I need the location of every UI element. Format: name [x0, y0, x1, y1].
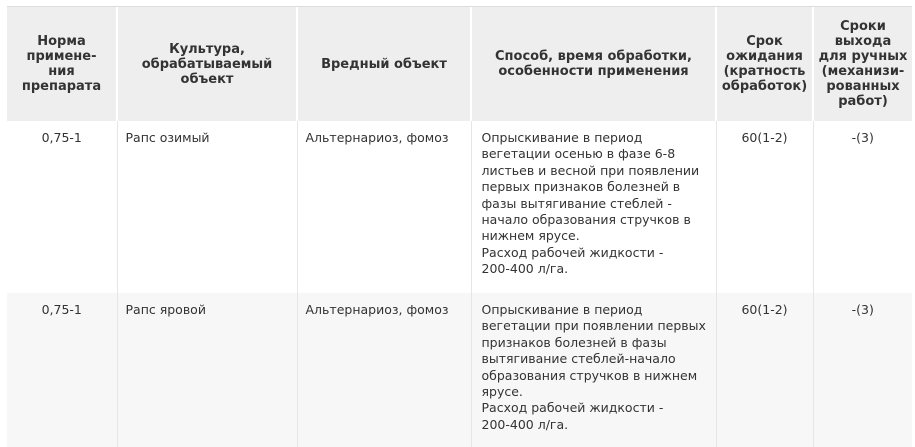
cell-rate: 0,75-1: [7, 293, 117, 447]
table-row: [7, 293, 912, 447]
cell-exit: -(3): [813, 293, 912, 447]
cell-pest: Альтернариоз, фомоз: [297, 121, 471, 293]
header-rate: Норма примене- ния препарата: [7, 7, 117, 121]
cell-method: Опрыскивание в период вегетации при появлении первых признаков болезней в фазы вытягивание стеблей-начало образования стручков в нижнем ярусе. Расход рабочей жидкости - 200-400 л/га.: [471, 293, 716, 447]
cell-culture: Рапс озимый: [117, 121, 297, 293]
table-row: [7, 121, 912, 293]
application-table-container: [7, 6, 912, 447]
header-waiting: Срок ожидания (кратность обработок): [716, 7, 813, 121]
cell-waiting: 60(1-2): [716, 121, 813, 293]
header-pest: Вредный объект: [297, 7, 471, 121]
application-table: [7, 7, 912, 447]
header-exit: Сроки выхода для ручных (механизи- рованных работ): [813, 7, 912, 121]
header-culture: Культура, обрабатываемый объект: [117, 7, 297, 121]
cell-pest: Альтернариоз, фомоз: [297, 293, 471, 447]
cell-culture: Рапс яровой: [117, 293, 297, 447]
cell-rate: 0,75-1: [7, 121, 117, 293]
cell-waiting: 60(1-2): [716, 293, 813, 447]
cell-exit: -(3): [813, 121, 912, 293]
table-header-row: [7, 7, 912, 121]
header-method: Способ, время обработки, особенности применения: [471, 7, 716, 121]
cell-method: Опрыскивание в период вегетации осенью в фазе 6-8 листьев и весной при появлении первых признаков болезней в фазы вытягивание стеблей - начало образования стручков в нижнем ярусе. Расход рабочей жидкости - 200-400 л/га.: [471, 121, 716, 293]
